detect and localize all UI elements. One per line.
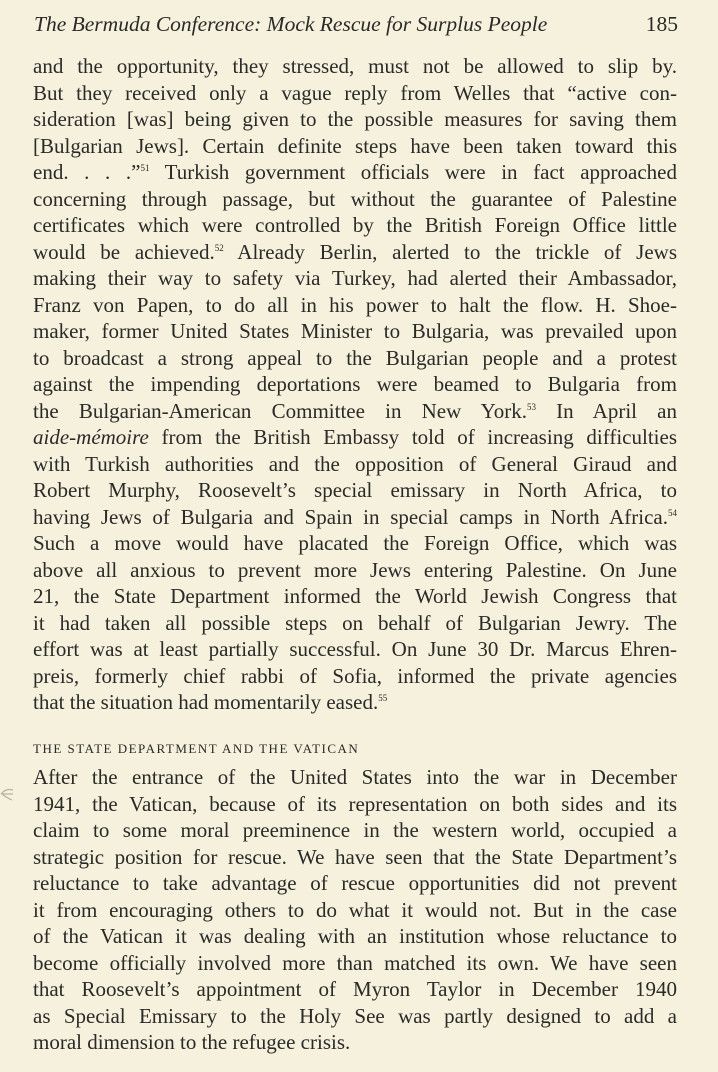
line-text: preis, formerly chief rabbi of Sofia, informed the private agencies (33, 663, 677, 688)
line-text: 1941, the Vatican, because of its representation on both sides and its (33, 791, 677, 816)
text-line (33, 292, 677, 318)
footnote-marker: 51 (140, 163, 150, 173)
line-text: become officially involved more than matched its own. We have seen (33, 950, 677, 975)
line-text: making their way to safety via Turkey, had alerted their Ambassador, (33, 266, 677, 290)
text-line (33, 663, 677, 689)
text-line (33, 817, 677, 843)
text-line (33, 976, 677, 1002)
line-text: effort was at least partially successful. On June 30 Dr. Marcus Ehren- (33, 637, 677, 661)
line-text: Already Berlin, alerted to the trickle of Jews (223, 239, 677, 264)
text-line (33, 583, 677, 609)
line-text: After the entrance of the United States into the war in December (33, 765, 677, 789)
line-text: reluctance to take advantage of rescue opportunities did not prevent (33, 871, 677, 895)
text-line (33, 1003, 677, 1029)
line-text: maker, former United States Minister to Bulgaria, was prevailed upon (33, 319, 677, 343)
text-line (33, 133, 677, 159)
line-text: Franz von Papen, to do all in his power to halt the flow. H. Shoe- (33, 292, 677, 317)
footnote-marker: 53 (526, 401, 536, 412)
text-line (33, 318, 677, 344)
line-text: Turkish government officials were in fact approached (149, 160, 677, 184)
line-text: above all anxious to prevent more Jews entering Palestine. On June (33, 557, 677, 582)
text-line (33, 610, 677, 636)
text-line (33, 451, 677, 477)
text-line (33, 950, 677, 976)
line-text: that Roosevelt’s appointment of Myron Taylor in December 1940 (33, 977, 677, 1001)
text-line (33, 371, 677, 397)
line-text: [Bulgarian Jews]. Certain definite steps have been taken toward this (33, 133, 677, 158)
text-line (33, 398, 677, 424)
line-text: the Bulgarian-American Committee in New York. (33, 398, 527, 423)
running-head (34, 9, 678, 39)
text-line (33, 557, 677, 583)
line-text: 21, the State Department informed the World Jewish Congress that (33, 584, 677, 608)
line-text: it from encouraging others to do what it would not. But in the case (33, 897, 677, 922)
text-line (33, 80, 677, 106)
text-line (33, 1029, 677, 1055)
italic-term: aide-mémoire (33, 425, 149, 449)
line-text: as Special Emissary to the Holy See was partly designed to add a (33, 1003, 677, 1028)
text-line (33, 159, 677, 185)
text-line (33, 923, 677, 949)
line-text: that the situation had momentarily eased. (33, 690, 379, 714)
line-text: But they received only a vague reply from Welles that “active con- (33, 80, 677, 105)
line-text: with Turkish authorities and the opposition of General Giraud and (33, 451, 677, 476)
text-line (33, 636, 677, 662)
text-line (33, 345, 677, 371)
footnote-marker: 52 (214, 242, 224, 253)
line-text: claim to some moral preeminence in the western world, occupied a (33, 818, 677, 842)
text-line (33, 504, 677, 530)
line-text: moral dimension to the refugee crisis. (33, 1030, 351, 1054)
text-line (33, 791, 677, 817)
line-text: would be achieved. (33, 239, 215, 264)
line-text: end. . . .” (33, 160, 141, 184)
line-text: Such a move would have placated the Foreign Office, which was (33, 531, 677, 555)
line-text: Robert Murphy, Roosevelt’s special emissary in North Africa, to (33, 478, 677, 502)
line-text: of the Vatican it was dealing with an institution whose reluctance to (33, 924, 677, 948)
text-line (33, 186, 677, 212)
text-line (33, 689, 677, 715)
line-text: from the British Embassy told of increasing difficulties (148, 425, 677, 449)
line-text: to broadcast a strong appeal to the Bulgarian people and a protest (33, 345, 677, 370)
text-line (33, 764, 677, 790)
footnote-marker: 55 (378, 693, 388, 703)
line-text: strategic position for rescue. We have seen that the State Department’s (33, 844, 677, 869)
line-text: In April an (535, 398, 678, 423)
line-text: having Jews of Bulgaria and Spain in special camps in North Africa. (33, 504, 668, 529)
text-line (33, 870, 677, 896)
running-title: The Bermuda Conference: Mock Rescue for Surplus People (34, 12, 548, 36)
text-line (33, 212, 677, 238)
page-number: 185 (645, 12, 678, 36)
text-line (33, 53, 677, 79)
text-line (33, 897, 677, 923)
line-text: against the impending deportations were beamed to Bulgaria from (33, 372, 677, 396)
text-line (33, 106, 677, 132)
text-line (33, 239, 677, 265)
text-line (33, 844, 677, 870)
footnote-marker: 54 (668, 507, 677, 518)
margin-mark-icon (0, 781, 14, 805)
line-text: and the opportunity, they stressed, must not be allowed to slip by. (33, 54, 677, 78)
line-text: it had taken all possible steps on behalf of Bulgarian Jewry. The (33, 610, 677, 635)
section-heading: THE STATE DEPARTMENT AND THE VATICAN (33, 741, 360, 756)
text-line (33, 265, 677, 291)
text-line (33, 530, 677, 556)
line-text: sideration [was] being given to the possible measures for saving them (33, 107, 677, 131)
line-text: concerning through passage, but without the guarantee of Palestine (33, 186, 677, 211)
line-text: certificates which were controlled by the British Foreign Office little (33, 213, 677, 237)
text-line (33, 477, 677, 503)
text-line (33, 424, 677, 450)
